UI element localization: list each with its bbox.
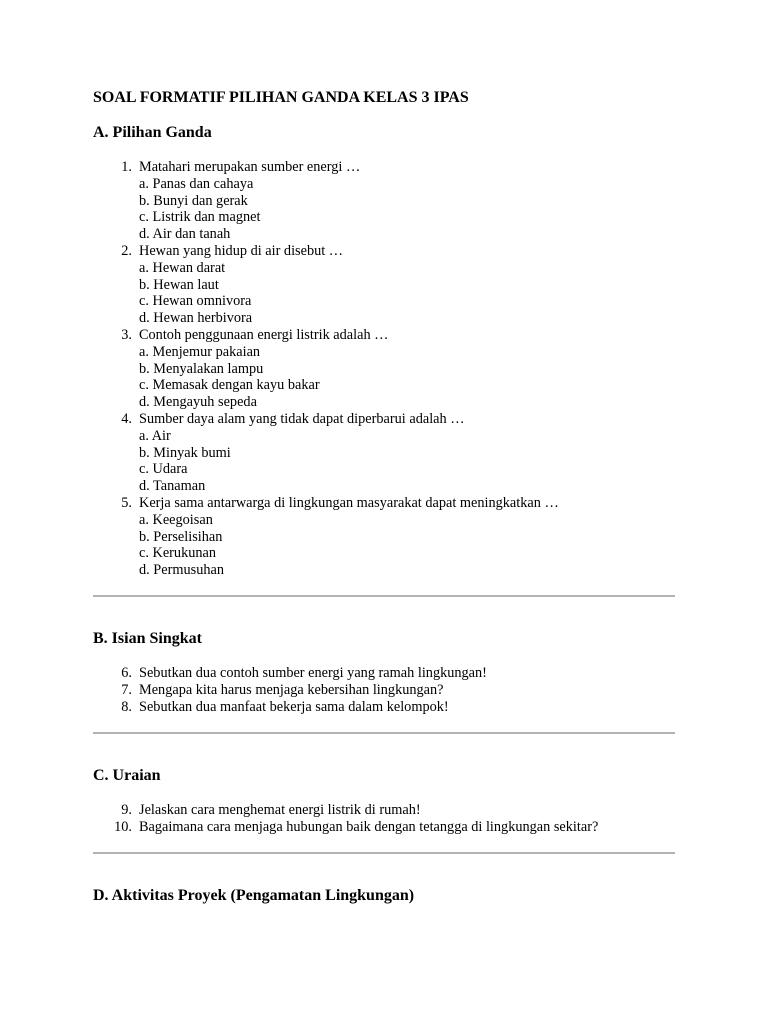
answer-option: d. Air dan tanah	[139, 226, 231, 243]
answer-option: b. Bunyi dan gerak	[139, 192, 248, 209]
question-text: Kerja sama antarwarga di lingkungan masyarakat dapat meningkatkan …	[139, 494, 559, 511]
question-number: 2.	[121, 242, 132, 259]
section-a-heading: A. Pilihan Ganda	[93, 124, 212, 141]
question-number: 6.	[121, 665, 132, 681]
question-text: Sumber daya alam yang tidak dapat diperbarui adalah …	[139, 410, 465, 427]
answer-option: d. Hewan herbivora	[139, 310, 253, 327]
question-item	[93, 699, 675, 716]
answer-option: d. Tanaman	[139, 478, 206, 495]
answer-option: c. Memasak dengan kayu bakar	[139, 377, 320, 394]
question-number: 8.	[121, 698, 132, 715]
document-title: SOAL FORMATIF PILIHAN GANDA KELAS 3 IPAS	[93, 89, 469, 106]
answer-option: a. Air	[139, 427, 171, 444]
answer-option: a. Keegoisan	[139, 511, 213, 528]
answer-option: b. Perselisihan	[139, 528, 223, 545]
question-text: Mengapa kita harus menjaga kebersihan lingkungan?	[139, 681, 444, 698]
answer-option: b. Menyalakan lampu	[139, 360, 264, 377]
section-c-heading: C. Uraian	[93, 767, 161, 784]
answer-option: a. Panas dan cahaya	[139, 175, 254, 192]
section-divider	[93, 595, 675, 597]
answer-option: c. Hewan omnivora	[139, 293, 252, 310]
question-item	[93, 819, 675, 836]
question-item	[93, 802, 675, 819]
question-item	[93, 682, 675, 699]
question-text: Bagaimana cara menjaga hubungan baik dengan tetangga di lingkungan sekitar?	[139, 818, 599, 835]
answer-option: b. Minyak bumi	[139, 444, 231, 461]
question-number: 7.	[121, 681, 132, 698]
question-number: 10.	[114, 818, 132, 835]
section-c-question-list	[93, 802, 675, 836]
section-a-question-list	[93, 159, 675, 579]
answer-option: a. Hewan darat	[139, 259, 226, 276]
question-text: Hewan yang hidup di air disebut …	[139, 242, 344, 259]
question-item	[93, 243, 675, 327]
section-b-heading: B. Isian Singkat	[93, 630, 202, 647]
question-item	[93, 411, 675, 495]
answer-option: b. Hewan laut	[139, 276, 219, 293]
question-item	[93, 495, 675, 579]
answer-option: a. Menjemur pakaian	[139, 343, 261, 360]
question-item	[93, 159, 675, 243]
answer-option: d. Permusuhan	[139, 562, 224, 579]
question-number: 4.	[121, 410, 132, 427]
section-divider	[93, 732, 675, 734]
question-number: 5.	[121, 494, 132, 511]
section-divider	[93, 852, 675, 854]
section-b-question-list	[93, 665, 675, 715]
question-number: 9.	[121, 802, 132, 818]
question-text: Sebutkan dua manfaat bekerja sama dalam kelompok!	[139, 698, 449, 715]
question-text: Matahari merupakan sumber energi …	[139, 159, 361, 175]
question-number: 3.	[121, 326, 132, 343]
question-text: Jelaskan cara menghemat energi listrik di rumah!	[139, 802, 421, 818]
question-text: Sebutkan dua contoh sumber energi yang ramah lingkungan!	[139, 665, 487, 681]
question-number: 1.	[121, 159, 132, 175]
answer-option: d. Mengayuh sepeda	[139, 394, 257, 411]
question-item	[93, 327, 675, 411]
answer-option: c. Udara	[139, 461, 188, 478]
answer-option: c. Kerukunan	[139, 545, 217, 562]
section-d-heading: D. Aktivitas Proyek (Pengamatan Lingkungan)	[93, 887, 415, 904]
answer-option: c. Listrik dan magnet	[139, 209, 261, 226]
question-text: Contoh penggunaan energi listrik adalah …	[139, 326, 389, 343]
question-item	[93, 665, 675, 682]
